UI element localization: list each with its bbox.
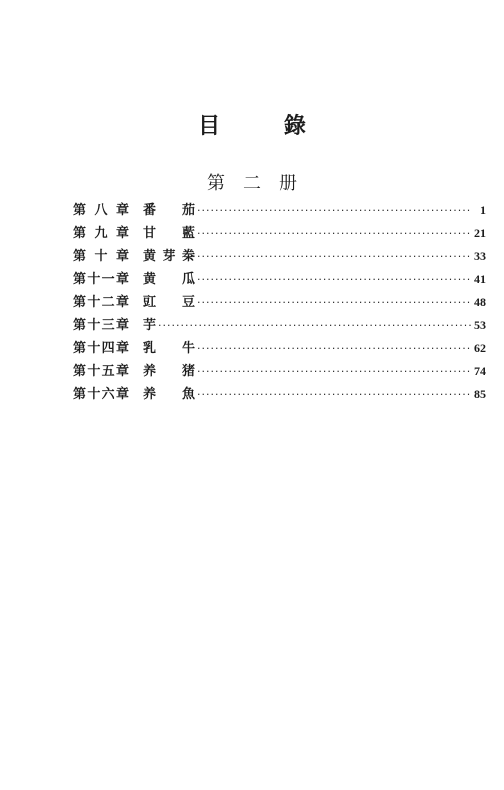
page-number: 62 <box>474 341 486 355</box>
chapter-subject: 芋 <box>143 318 157 333</box>
toc-entry <box>73 291 486 314</box>
chapter-subject: 番 茄 <box>143 203 195 218</box>
chapter-subject: 黄芽桊 <box>143 249 195 264</box>
chapter-label: 第十二章 <box>73 295 129 310</box>
toc-entry <box>73 268 486 291</box>
chapter-label: 第十五章 <box>73 364 129 379</box>
dot-leader <box>197 245 472 268</box>
chapter-subject: 养 魚 <box>143 387 195 402</box>
dot-leader <box>197 291 472 314</box>
chapter-subject: 乳 牛 <box>143 341 195 356</box>
chapter-label: 第十四章 <box>73 341 129 356</box>
chapter-subject: 豇 豆 <box>143 295 195 310</box>
page-number: 33 <box>474 249 486 263</box>
dot-leader <box>197 222 472 245</box>
toc-entry <box>73 245 486 268</box>
page-number: 1 <box>480 203 486 217</box>
toc-entry <box>73 360 486 383</box>
page-number: 48 <box>474 295 486 309</box>
chapter-label: 第八章 <box>73 203 129 218</box>
toc-entry <box>73 337 486 360</box>
dot-leader <box>197 360 472 383</box>
chapter-label: 第十章 <box>73 249 129 264</box>
dot-leader <box>197 268 472 291</box>
toc-entry <box>73 199 486 222</box>
chapter-subject: 甘 藍 <box>143 226 195 241</box>
table-of-contents <box>73 199 486 406</box>
chapter-label: 第十六章 <box>73 387 129 402</box>
page-number: 21 <box>474 226 486 240</box>
toc-entry <box>73 383 486 406</box>
dot-leader <box>197 337 472 360</box>
chapter-subject: 养 猪 <box>143 364 195 379</box>
page-number: 85 <box>474 387 486 401</box>
chapter-label: 第十三章 <box>73 318 129 333</box>
volume-title: 第二册 <box>207 173 315 194</box>
dot-leader <box>158 314 472 337</box>
toc-entry <box>73 222 486 245</box>
chapter-label: 第九章 <box>73 226 129 241</box>
page-number: 53 <box>474 318 486 332</box>
dot-leader <box>197 383 472 406</box>
dot-leader <box>197 199 472 222</box>
chapter-label: 第十一章 <box>73 272 129 287</box>
toc-entry <box>73 314 486 337</box>
page-title: 目 錄 <box>198 114 334 139</box>
page-number: 74 <box>474 364 486 378</box>
page-number: 41 <box>474 272 486 286</box>
chapter-subject: 黄 瓜 <box>143 272 195 287</box>
